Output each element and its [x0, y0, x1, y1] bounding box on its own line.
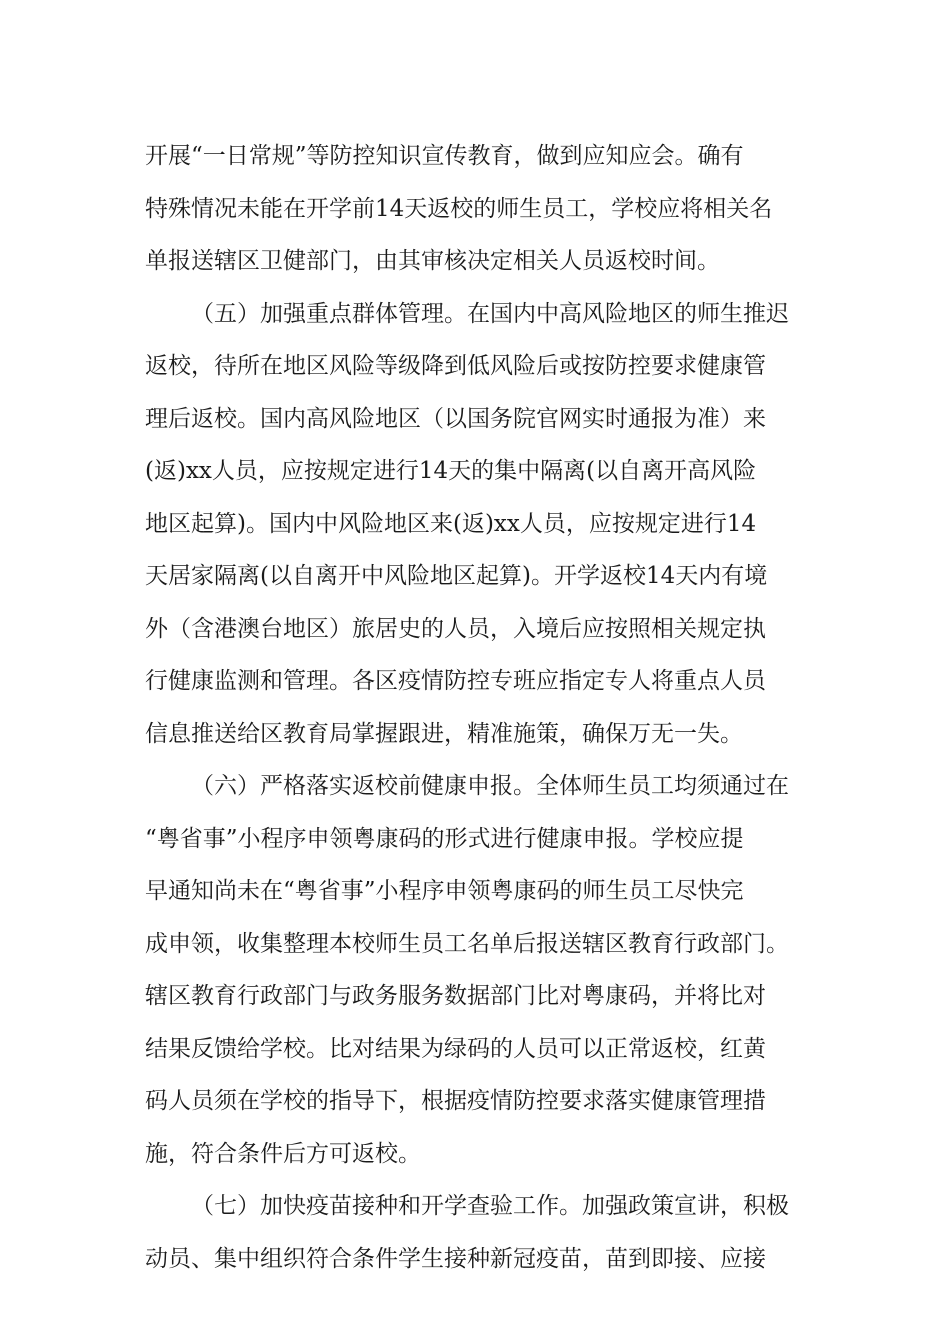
text-line: 开展“一日常规”等防控知识宣传教育，做到应知应会。确有: [145, 143, 744, 169]
text-line: 行健康监测和管理。各区疫情防控专班应指定专人将重点人员: [145, 668, 766, 694]
text-line: 动员、集中组织符合条件学生接种新冠疫苗，苗到即接、应接: [145, 1245, 766, 1272]
text-line: 成申领，收集整理本校师生员工名单后报送辖区教育行政部门。: [145, 930, 789, 957]
text-line: 码人员须在学校的指导下，根据疫情防控要求落实健康管理措: [145, 1088, 766, 1114]
section-heading-line: （五）加强重点群体管理。在国内中高风险地区的师生推迟: [191, 300, 789, 327]
text-line: 信息推送给区教育局掌握跟进，精准施策，确保万无一失。: [145, 720, 743, 747]
text-line: 结果反馈给学校。比对结果为绿码的人员可以正常返校，红黄: [145, 1035, 766, 1062]
text-line: 天居家隔离(以自离开中风险地区起算)。开学返校14天内有境: [145, 563, 768, 589]
text-line: 单报送辖区卫健部门，由其审核决定相关人员返校时间。: [145, 248, 720, 274]
text-line: 理后返校。国内高风险地区（以国务院官网实时通报为准）来: [145, 405, 766, 432]
section-heading-line: （七）加快疫苗接种和开学查验工作。加强政策宣讲，积极: [191, 1193, 789, 1219]
text-line: 施，符合条件后方可返校。: [145, 1140, 421, 1167]
text-line: “粤省事”小程序申领粤康码的形式进行健康申报。学校应提: [145, 825, 744, 852]
text-line: 地区起算)。国内中风险地区来(返)xx人员，应按规定进行14: [145, 510, 757, 537]
section-heading-line: （六）严格落实返校前健康申报。全体师生员工均须通过在: [191, 773, 789, 799]
text-line: 辖区教育行政部门与政务服务数据部门比对粤康码，并将比对: [145, 983, 766, 1009]
text-line: 外（含港澳台地区）旅居史的人员，入境后应按照相关规定执: [145, 615, 766, 642]
text-line: 特殊情况未能在开学前14天返校的师生员工，学校应将相关名: [145, 195, 773, 222]
text-line: (返)xx人员，应按规定进行14天的集中隔离(以自离开高风险: [145, 458, 757, 484]
text-line: 早通知尚未在“粤省事”小程序申领粤康码的师生员工尽快完: [145, 878, 744, 904]
document-body: [145, 130, 810, 1285]
text-line: 返校，待所在地区风险等级降到低风险后或按防控要求健康管: [145, 353, 766, 379]
